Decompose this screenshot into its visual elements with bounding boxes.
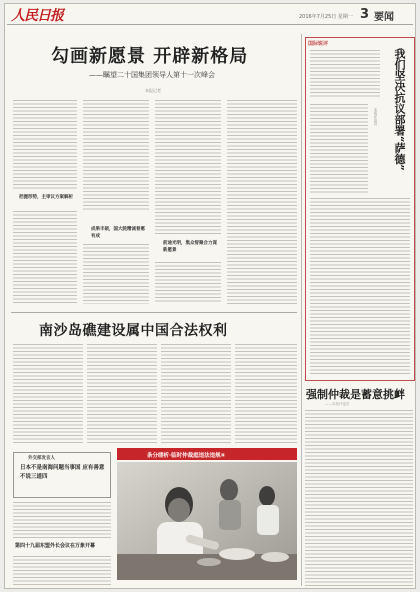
lead-subhead-2: 成果丰硕，国大院精诚普惠有成 [91,227,145,239]
japan-headline: 日本不是南海问题当事国 应有善意不说三道四 [20,465,105,480]
nansha-col-1 [13,344,83,444]
spokesman-box [13,452,111,498]
masthead-date: 2016年7月25日 星期一 [299,14,353,20]
lead-column-3 [155,100,221,236]
lead-subhead-3: 前途光明，集众智聚合力谋新愿景 [163,241,217,253]
commentary-label: 国际锐评 [308,41,329,47]
commentary-title: 我们坚决抗议部署“萨德” [393,48,406,171]
nansha-title: 南沙岛礁建设属中国合法权利 [39,323,228,339]
newspaper-page: 人民日报 2016年7月25日 星期一 3 要闻 勾画新愿景 开辟新格局 ——瞩望二十国集团领导人第十一次峰会 本报记者 把握形势，主审议方案解析 成果丰硕，国大院精诚普惠有成 前途光明，集众智聚合力谋新愿景 国际锐评 我们坚决抗议部署“萨德” 本报评论员 南沙岛礁建设属中国合法权利 强制仲裁是蓄意挑衅 ——本报评论员 外交部发言人 日本不是南海问题当事国 应有善意不说三道四 第四十九届东盟外长会议在万象开幕 条分缕析·临时仲裁庭违法违规④ [4,3,416,589]
lead-column-2 [83,100,149,210]
commentary-author: 本报评论员 [374,108,378,126]
section-label: 要闻 [374,12,394,23]
spokesman-label: 外交部发言人 [28,456,55,461]
lead-subtitle: ——瞩望二十国集团领导人第十一次峰会 [89,71,215,79]
lead-column-1 [13,100,77,190]
lead-byline: 本报记者 [145,88,161,93]
right-bottom-title: 强制仲裁是蓄意挑衅 [306,388,405,401]
lead-subhead-1: 把握形势，主审议方案解析 [19,195,73,200]
lead-title: 勾画新愿景 开辟新格局 [51,46,249,67]
asean-headline: 第四十九届东盟外长会议在万象开幕 [15,543,96,549]
lead-column-4 [227,100,297,304]
commentary-box [305,37,415,381]
page-number: 3 [360,7,370,22]
right-bottom-body [305,410,413,586]
masthead-logo: 人民日报 [11,8,63,24]
photo-banner-caption: 条分缕析·临时仲裁庭违法违规④ [147,452,226,459]
news-photo [117,462,297,580]
photo-banner [117,448,297,460]
